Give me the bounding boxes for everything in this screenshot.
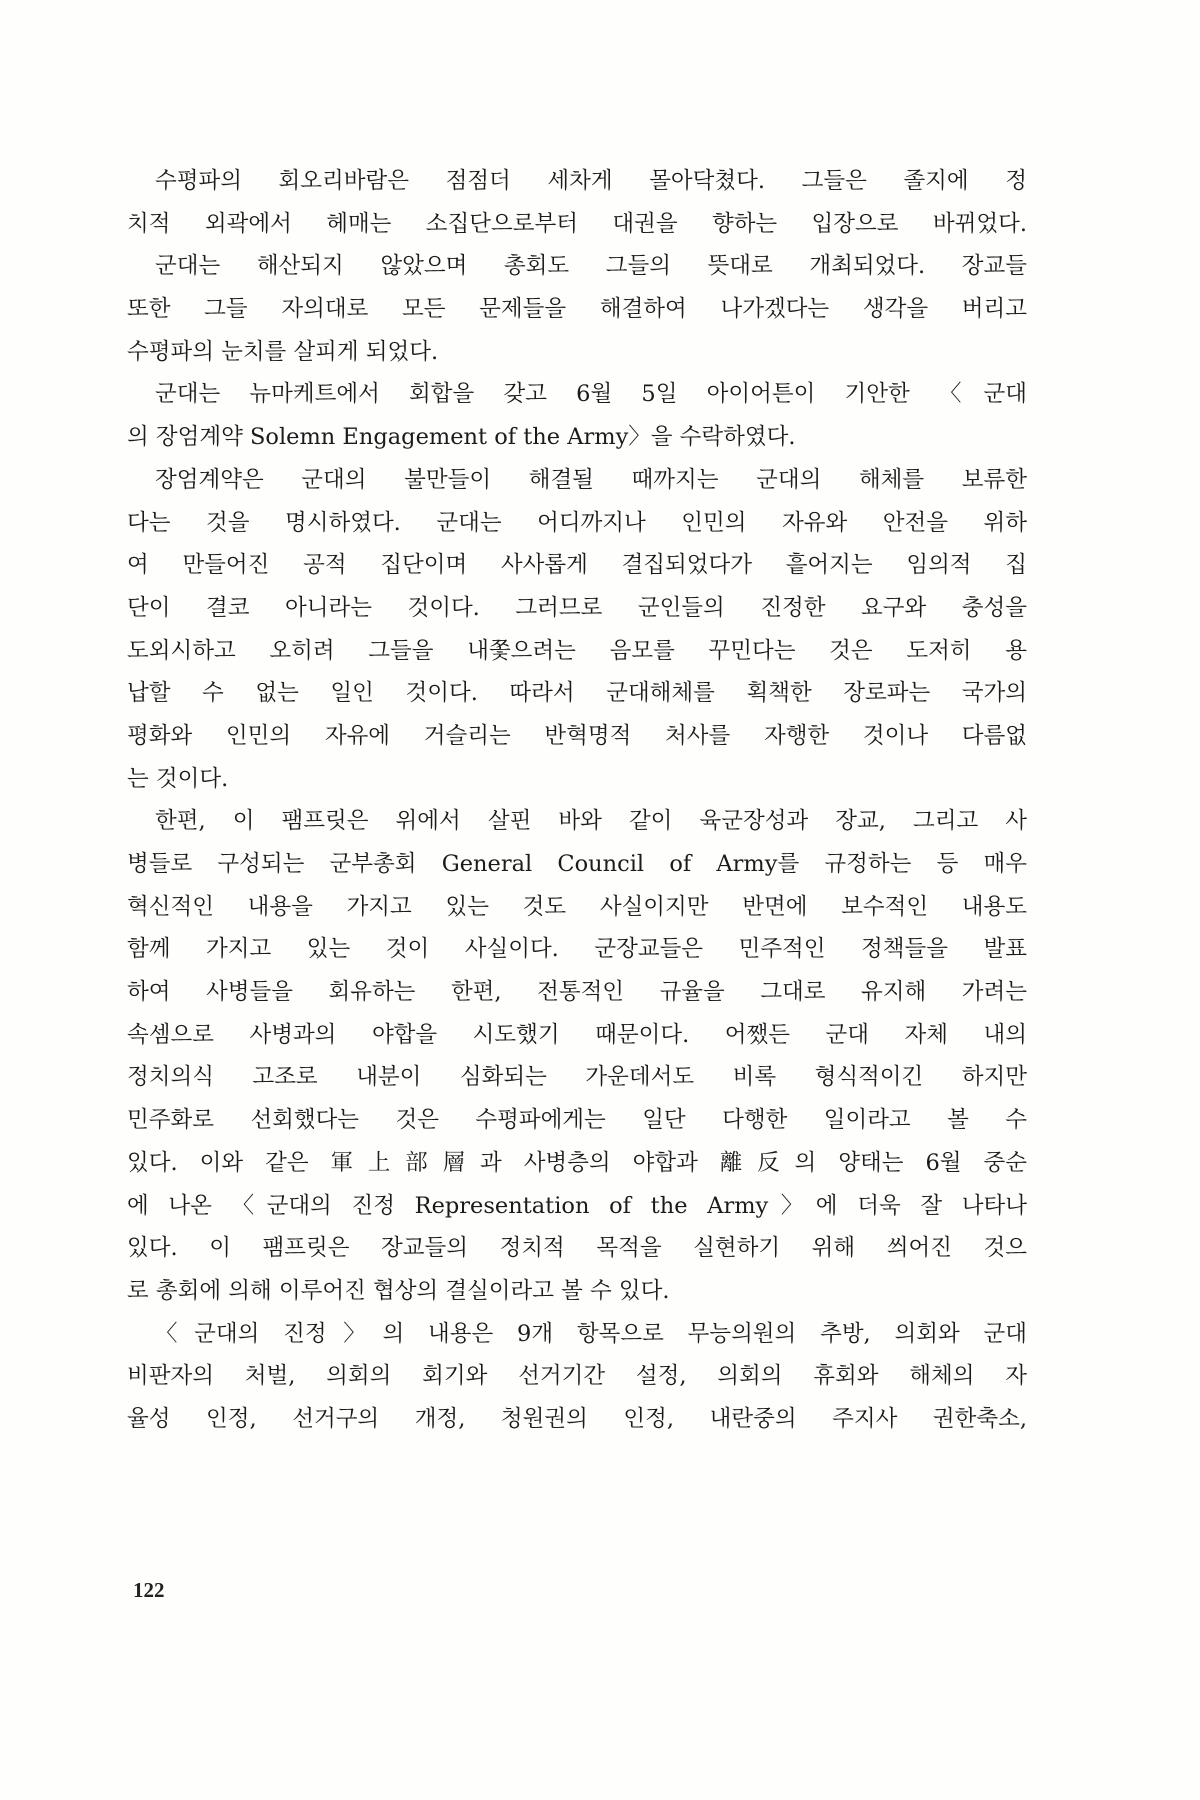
text-line: 속셈으로 사병과의 야합을 시도했기 때문이다. 어쨌든 군대 자체 내의	[127, 1021, 1027, 1048]
text-line: 군대는 뉴마케트에서 회합을 갖고 6월 5일 아이어튼이 기안한 〈군대	[155, 381, 1027, 408]
text-line: 여 만들어진 공적 집단이며 사사롭게 결집되었다가 흩어지는 임의적 집	[127, 552, 1027, 579]
body-text	[127, 160, 1027, 1441]
text-line: 있다. 이와 같은 軍上部層과 사병층의 야합과 離反의 양태는 6월 중순	[127, 1149, 1027, 1176]
text-line: 민주화로 선회했다는 것은 수평파에게는 일단 다행한 일이라고 볼 수	[127, 1107, 1027, 1134]
text-line: 율성 인정, 선거구의 개정, 청원권의 인정, 내란중의 주지사 권한축소,	[127, 1405, 1027, 1432]
text-line: 있다. 이 팸프릿은 장교들의 정치적 목적을 실현하기 위해 씌어진 것으	[127, 1235, 1027, 1262]
text-line: 수평파의 눈치를 살피게 되었다.	[127, 338, 439, 365]
text-line: 하여 사병들을 회유하는 한편, 전통적인 규율을 그대로 유지해 가려는	[127, 979, 1027, 1006]
text-line: 병들로 구성되는 군부총회 General Council of Army를 규정하는 등 매우	[127, 851, 1027, 877]
text-line: 군대는 해산되지 않았으며 총회도 그들의 뜻대로 개최되었다. 장교들	[155, 253, 1027, 280]
text-line: 수평파의 회오리바람은 점점더 세차게 몰아닥쳤다. 그들은 졸지에 정	[155, 168, 1027, 194]
text-line: 비판자의 처벌, 의회의 회기와 선거기간 설정, 의회의 휴회와 해체의 자	[127, 1363, 1027, 1390]
text-line: 단이 결코 아니라는 것이다. 그러므로 군인들의 진정한 요구와 충성을	[127, 594, 1027, 621]
text-line: 정치의식 고조로 내분이 심화되는 가운데서도 비록 형식적이긴 하지만	[127, 1064, 1027, 1091]
text-line: 〈군대의 진정〉의 내용은 9개 항목으로 무능의원의 추방, 의회와 군대	[155, 1320, 1027, 1347]
text-line: 한편, 이 팸프릿은 위에서 살핀 바와 같이 육군장성과 장교, 그리고 사	[155, 808, 1027, 835]
page-number: 122	[133, 1578, 165, 1602]
text-line: 의 장엄계약 Solemn Engagement of the Army〉을 수락하였다.	[127, 424, 796, 451]
text-line: 치적 외곽에서 헤매는 소집단으로부터 대권을 향하는 입장으로 바뀌었다.	[127, 210, 1027, 237]
text-line: 로 총회에 의해 이루어진 협상의 결실이라고 볼 수 있다.	[127, 1277, 670, 1304]
text-line: 함께 가지고 있는 것이 사실이다. 군장교들은 민주적인 정책들을 발표	[127, 936, 1027, 963]
text-line: 평화와 인민의 자유에 거슬리는 반혁명적 처사를 자행한 것이나 다름없	[127, 722, 1027, 749]
text-line: 또한 그들 자의대로 모든 문제들을 해결하여 나가겠다는 생각을 버리고	[127, 296, 1027, 323]
text-line: 납할 수 없는 일인 것이다. 따라서 군대해체를 획책한 장로파는 국가의	[127, 680, 1027, 707]
text-line: 도외시하고 오히려 그들을 내쫓으려는 음모를 꾸민다는 것은 도저히 용	[127, 637, 1027, 664]
text-line: 다는 것을 명시하였다. 군대는 어디까지나 인민의 자유와 안전을 위하	[127, 509, 1027, 536]
text-line: 장엄계약은 군대의 불만들이 해결될 때까지는 군대의 해체를 보류한	[155, 466, 1027, 493]
text-line: 혁신적인 내용을 가지고 있는 것도 사실이지만 반면에 보수적인 내용도	[127, 893, 1027, 920]
text-line: 에 나온 〈군대의 진정 Representation of the Army〉에 더욱 잘 나타나	[127, 1192, 1027, 1219]
text-line: 는 것이다.	[127, 765, 229, 792]
